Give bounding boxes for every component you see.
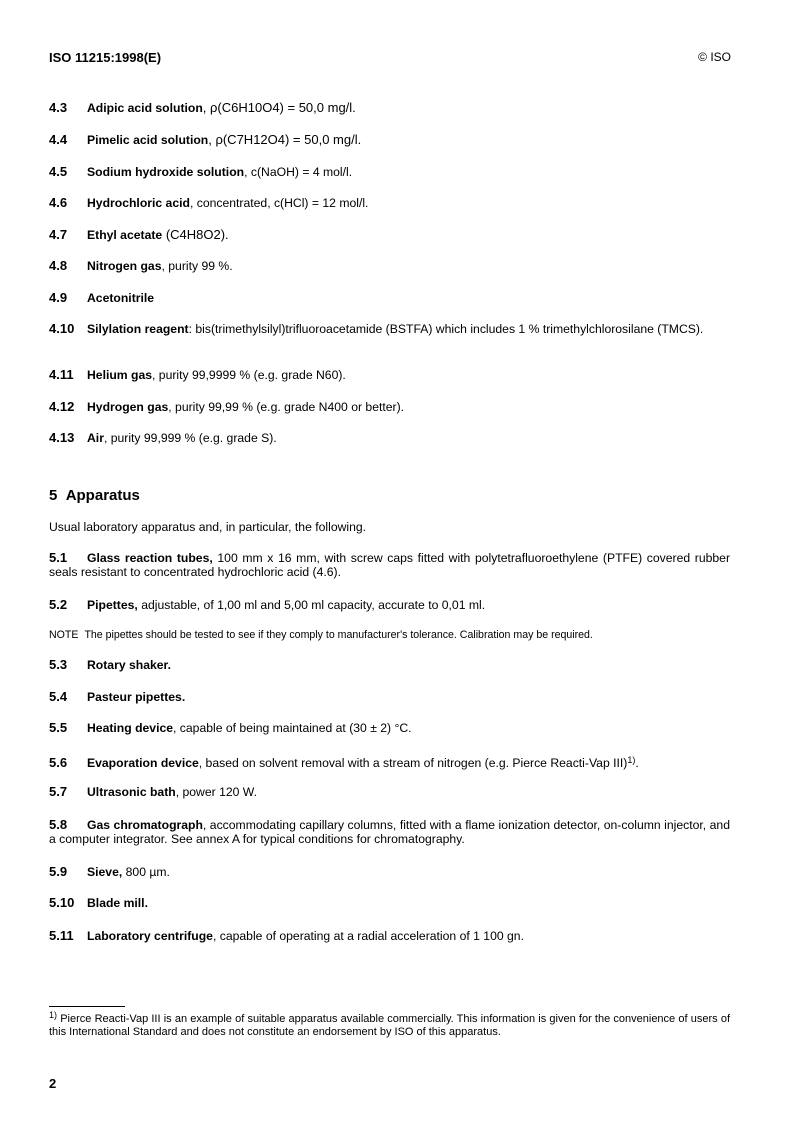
- clause-term: Gas chromatograph: [87, 818, 203, 832]
- clause-term: Rotary shaker.: [87, 658, 172, 672]
- clause-term: Pimelic acid solution: [87, 133, 209, 147]
- note: [49, 629, 730, 642]
- clause-text-end: .: [635, 756, 639, 770]
- clause-term: Nitrogen gas: [87, 259, 162, 273]
- clause-term: Adipic acid solution: [87, 101, 203, 115]
- clause-text: , concentrated, c(HCl) = 12 mol/l.: [189, 196, 369, 210]
- clause-term: Hydrochloric acid: [87, 196, 190, 210]
- clause-text: , ρ(C7H12O4) = 50,0 mg/l.: [208, 132, 362, 147]
- clause-5-11: [49, 929, 730, 943]
- copyright-notice: © ISO: [698, 50, 731, 64]
- clause-term: Acetonitrile: [87, 291, 155, 305]
- clause-5-7: [49, 785, 730, 799]
- clause-text: , power 120 W.: [175, 785, 258, 799]
- clause-5-4: [49, 690, 730, 704]
- clause-text: , purity 99,999 % (e.g. grade S).: [103, 431, 277, 445]
- footnote: [49, 1009, 730, 1039]
- clause-4-9: [49, 291, 730, 305]
- clause-5-2: [49, 598, 730, 612]
- clause-number: 5.9: [49, 864, 68, 879]
- clause-text: (C4H8O2).: [162, 227, 229, 242]
- document-id: ISO 11215:1998(E): [49, 50, 162, 65]
- clause-number: 5.1: [49, 550, 68, 565]
- clause-5-6: [49, 753, 730, 770]
- section-number: 5: [49, 487, 58, 504]
- note-label: NOTE: [49, 629, 79, 641]
- clause-number: 5.11: [49, 928, 74, 943]
- clause-number: 4.8: [49, 258, 68, 273]
- clause-4-8: [49, 259, 730, 273]
- clause-text: , purity 99,99 % (e.g. grade N400 or better).: [168, 400, 405, 414]
- clause-4-5: [49, 165, 730, 179]
- clause-term: Laboratory centrifuge: [87, 929, 213, 943]
- clause-number: 5.8: [49, 817, 68, 832]
- clause-4-7: [49, 228, 730, 242]
- clause-number: 5.5: [49, 720, 68, 735]
- clause-text: , purity 99 %.: [161, 259, 233, 273]
- clause-number: 4.3: [49, 100, 68, 115]
- footnote-text: Pierce Reacti-Vap III is an example of suitable apparatus available commercially. This information is given for the convenience of users of this International Standard and does not constitute an endorsement by ISO of this apparatus.: [49, 1013, 730, 1038]
- clause-term: Ultrasonic bath: [87, 785, 176, 799]
- clause-term: Ethyl acetate: [87, 228, 163, 242]
- clause-term: Pasteur pipettes.: [87, 690, 186, 704]
- clause-text: , ρ(C6H10O4) = 50,0 mg/l.: [202, 100, 356, 115]
- footnote-reference[interactable]: 1): [627, 755, 636, 765]
- clause-text: 800 µm.: [122, 865, 170, 879]
- clause-5-10: [49, 896, 730, 910]
- page-header: [49, 50, 731, 66]
- clause-number: 4.4: [49, 132, 68, 147]
- footnote-separator: [49, 1006, 125, 1007]
- clause-text: , accommodating capillary columns, fitted with a flame ionization detector, on-column injector, and a computer integrator. See annex A for typical conditions for chromatography.: [49, 818, 730, 846]
- page-number: 2: [49, 1076, 57, 1091]
- clause-text: 100 mm x 16 mm, with screw caps fitted with polytetrafluoroethylene (PTFE) covered rubber seals resistant to concentrated hydrochloric acid (4.6).: [49, 551, 730, 579]
- clause-term: Evaporation device: [87, 756, 199, 770]
- clause-number: 5.10: [49, 895, 75, 910]
- clause-number: 4.11: [49, 367, 74, 382]
- clause-5-3: [49, 658, 730, 672]
- clause-text: , purity 99,9999 % (e.g. grade N60).: [152, 368, 346, 382]
- clause-number: 4.12: [49, 399, 75, 414]
- clause-4-13: [49, 431, 730, 445]
- note-text: The pipettes should be tested to see if they comply to manufacturer's tolerance. Calibration may be required.: [84, 629, 593, 641]
- clause-text: , based on solvent removal with a stream of nitrogen (e.g. Pierce Reacti-Vap III): [198, 756, 628, 770]
- clause-number: 5.7: [49, 784, 68, 799]
- section-intro: Usual laboratory apparatus and, in particular, the following.: [49, 520, 367, 534]
- clause-5-5: [49, 721, 730, 735]
- clause-term: Pipettes,: [87, 598, 138, 612]
- clause-4-12: [49, 400, 730, 414]
- clause-4-4: [49, 133, 730, 147]
- clause-text: : bis(trimethylsilyl)trifluoroacetamide (BSTFA) which includes 1 % trimethylchlorosilane (TMCS).: [188, 322, 704, 336]
- clause-text: , capable of being maintained at (30 ± 2) °C.: [173, 721, 412, 735]
- clause-term: Blade mill.: [87, 896, 148, 910]
- clause-number: 5.3: [49, 657, 68, 672]
- section-heading: [49, 487, 140, 504]
- clause-text: adjustable, of 1,00 ml and 5,00 ml capacity, accurate to 0,01 ml.: [137, 598, 486, 612]
- clause-number: 4.6: [49, 195, 68, 210]
- clause-term: Sieve,: [87, 865, 123, 879]
- clause-number: 5.6: [49, 755, 68, 770]
- clause-term: Glass reaction tubes,: [87, 551, 213, 565]
- footnote-marker: 1): [49, 1010, 58, 1020]
- clause-5-8: [49, 818, 730, 846]
- section-title: Apparatus: [65, 487, 140, 504]
- clause-text: , capable of operating at a radial acceleration of 1 100 gn.: [212, 929, 524, 943]
- clause-4-6: [49, 196, 730, 210]
- clause-text: , c(NaOH) = 4 mol/l.: [244, 165, 353, 179]
- clause-term: Air: [87, 431, 104, 445]
- clause-number: 4.10: [49, 321, 75, 336]
- clause-term: Hydrogen gas: [87, 400, 169, 414]
- clause-4-10: [49, 322, 730, 336]
- clause-4-3: [49, 101, 730, 115]
- clause-5-1: [49, 551, 730, 579]
- clause-term: Silylation reagent: [87, 322, 189, 336]
- clause-number: 4.5: [49, 164, 68, 179]
- clause-4-11: [49, 368, 730, 382]
- clause-number: 4.9: [49, 290, 68, 305]
- clause-number: 5.4: [49, 689, 68, 704]
- clause-term: Sodium hydroxide solution: [87, 165, 245, 179]
- clause-term: Heating device: [87, 721, 174, 735]
- clause-number: 4.13: [49, 430, 75, 445]
- clause-number: 4.7: [49, 227, 68, 242]
- clause-term: Helium gas: [87, 368, 153, 382]
- clause-5-9: [49, 865, 730, 879]
- clause-number: 5.2: [49, 597, 68, 612]
